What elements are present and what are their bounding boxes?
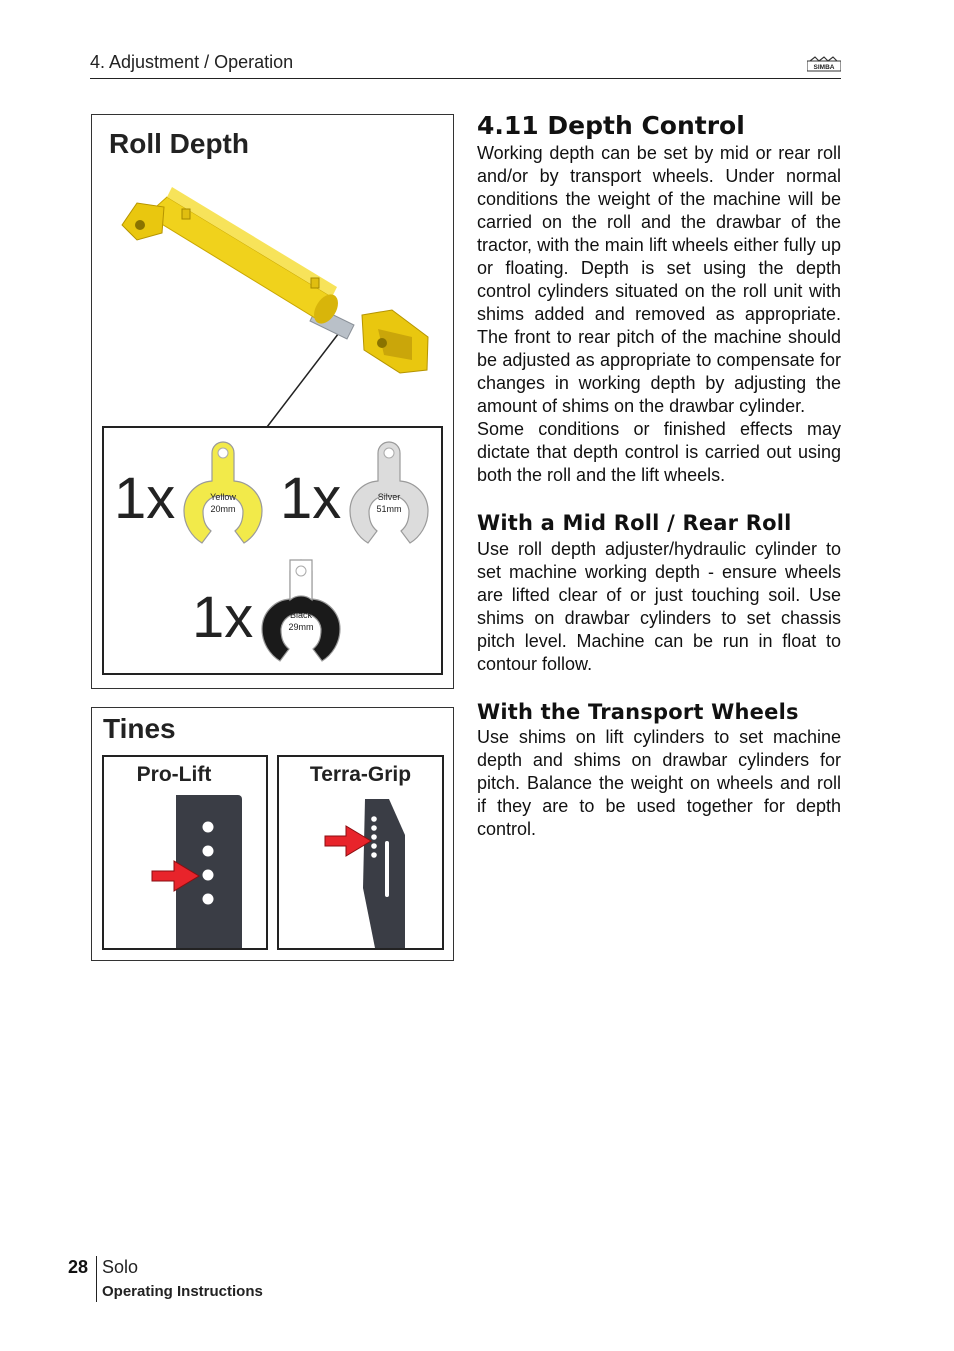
section-title: 4. Adjustment / Operation [90,52,294,72]
simba-logo [807,56,841,72]
page-header [90,50,841,79]
transport-wheels-section [477,700,841,841]
tines-box [91,707,454,961]
svg-text:SIMBA: SIMBA [813,64,835,71]
black-shim-icon [258,554,344,662]
black-shim-quantity: 1x [192,585,254,650]
page-number: 28 [68,1257,89,1277]
section-heading: 4.11 Depth Control [477,111,745,140]
terra-grip-panel [277,755,444,950]
transport-wheels-text: Use shims on lift cylinders to set machine depth and shims on drawbar cylinders for pitch. Balance the weight on wheels and roll if they are to be used together for depth control. [477,727,841,839]
silver-shim-icon [346,436,432,544]
mid-roll-text: Use roll depth adjuster/hydraulic cylinder to set machine working depth - ensure wheels are lifted clear of or just touching soil. Use shims on drawbar cylinders to set chassis pitch level. Machine can be run in float to contour follow. [477,539,841,674]
mid-roll-section [477,511,841,676]
transport-wheels-heading: With the Transport Wheels [477,700,799,724]
pro-lift-panel [102,755,268,950]
roll-depth-box [91,114,454,689]
footer-divider [96,1256,97,1302]
terra-grip-label: Terra-Grip [309,763,412,786]
roll-depth-title: Roll Depth [109,128,249,159]
silver-shim-quantity: 1x [280,466,342,531]
pro-lift-label: Pro-Lift [136,763,212,786]
depth-control-section [477,112,841,487]
hydraulic-cylinder-image [92,115,453,445]
yellow-shim-quantity: 1x [114,466,176,531]
shims-panel [102,426,443,675]
pro-lift-tine-image [104,757,266,948]
silver-shim-label: Silver 51mm [376,492,402,514]
footer-doc-type: Operating Instructions [102,1283,263,1300]
mid-roll-heading: With a Mid Roll / Rear Roll [477,511,792,535]
footer-model: Solo [102,1257,139,1277]
intro-paragraph-2: Some conditions or finished effects may dictate that depth control is carried out using both the roll and the lift wheels. [477,419,841,485]
yellow-shim-label: Yellow 20mm [210,492,236,514]
tines-title: Tines [103,713,176,744]
intro-paragraph-1: Working depth can be set by mid or rear roll and/or by transport wheels. Under normal conditions the weight of the machine will be carried on the roll and the drawbar of the tractor, with the main lift wheels either fully up or floating. Depth is set using the depth control cylinders situated on the roll unit with shims added and removed as appropriate. The front to rear pitch of the machine should be adjusted as appropriate to compensate for changes in working depth by adjusting the amount of shims on the drawbar cylinder. [477,143,841,416]
yellow-shim-icon [180,436,266,544]
black-shim-label: Black 29mm [288,610,314,632]
terra-grip-tine-image [279,757,442,948]
